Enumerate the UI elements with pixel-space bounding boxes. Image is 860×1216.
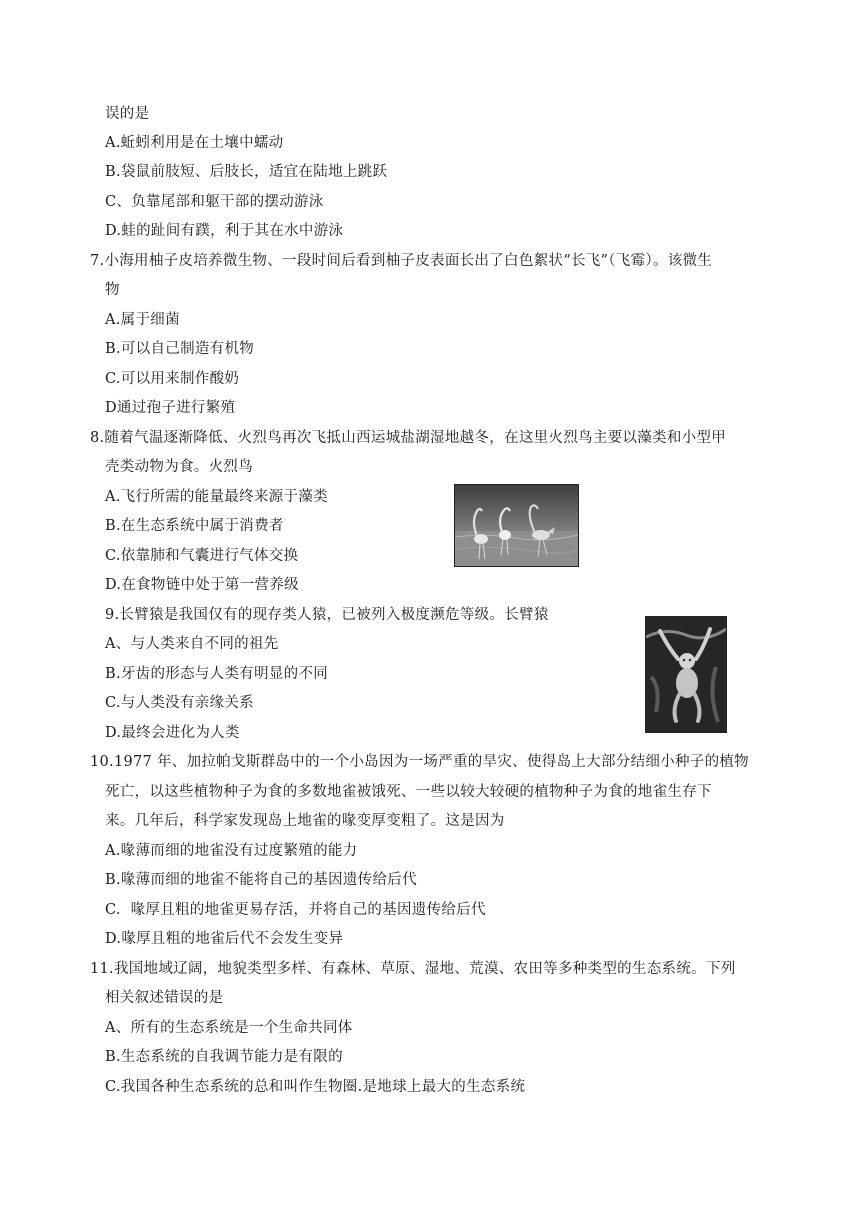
q6-option-a: A.蚯蚓利用是在土壤中蠕动: [105, 135, 284, 151]
q8-stem-line1: 8.随着气温逐渐降低、火烈鸟再次飞抵山西运城盐湖湿地越冬，在这里火烈鸟主要以藻类和小型甲: [90, 430, 727, 446]
q10-option-c: C. 喙厚且粗的地雀更易存活，并将自己的基因遗传给后代: [105, 902, 486, 918]
q9-option-c: C.与人类没有亲缘关系: [105, 695, 254, 711]
q7-stem-line2: 物: [105, 282, 120, 298]
q7-option-b: B.可以自己制造有机物: [105, 341, 255, 357]
gibbon-illustration: [646, 617, 726, 732]
q6-option-c: C、负靠尾部和躯干部的摆动游泳: [105, 194, 324, 210]
q8-option-a: A.飞行所需的能量最终来源于藻类: [105, 489, 328, 505]
q10-stem-line2: 死亡，以这些植物种子为食的多数地雀被饿死、一些以较大较硬的植物种子为食的地雀生存下: [105, 784, 712, 800]
q11-option-b: B.生态系统的自我调节能力是有限的: [105, 1049, 343, 1065]
q7-stem-line1: 7.小海用柚子皮培养微生物、一段时间后看到柚子皮表面长出了白色絮状“长飞”（飞霉）。该微生: [90, 253, 713, 269]
q10-stem-line3: 来。几年后，科学家发现岛上地雀的喙变厚变粗了。这是因为: [105, 813, 505, 829]
flamingo-photo: [454, 484, 579, 567]
q8-stem-line2: 壳类动物为食。火烈鸟: [105, 459, 253, 475]
q9-stem: 9.长臂猿是我国仅有的现存类人猿，已被列入极度濒危等级。长臂猿: [105, 607, 549, 623]
q7-option-a: A.属于细菌: [105, 312, 180, 328]
q9-option-a: A、与人类来自不同的祖先: [105, 636, 279, 652]
q11-stem-line1: 11.我国地域辽阔，地貌类型多样、有森林、草原、湿地、荒漠、农田等多种类型的生态系统。下列: [90, 961, 736, 977]
q9-option-b: B.牙齿的形态与人类有明显的不同: [105, 666, 329, 682]
q9-option-d: D.最终会进化为人类: [105, 725, 240, 741]
flamingo-illustration: [455, 485, 578, 566]
q7-option-d: D通过孢子进行繁殖: [105, 400, 236, 416]
q6-option-b: B.袋鼠前肢短、后肢长，适宜在陆地上跳跃: [105, 164, 388, 180]
q10-option-d: D.喙厚且粗的地雀后代不会发生变异: [105, 931, 344, 947]
q11-option-a: A、所有的生态系统是一个生命共同体: [105, 1020, 353, 1036]
q6-stem-cont: 误的是: [105, 106, 150, 122]
q10-option-a: A.喙薄而细的地雀没有过度繁殖的能力: [105, 843, 358, 859]
gibbon-photo: [645, 616, 727, 733]
q6-option-d: D.蛙的趾间有蹼，利于其在水中游泳: [105, 223, 344, 239]
q8-option-d: D.在食物链中处于第一营养级: [105, 577, 299, 593]
q10-option-b: B.喙薄而细的地雀不能将自己的基因遗传给后代: [105, 872, 417, 888]
q7-option-c: C.可以用来制作酸奶: [105, 371, 240, 387]
q8-option-c: C.依靠肺和气囊进行气体交换: [105, 548, 299, 564]
q11-stem-line2: 相关叙述错误的是: [105, 990, 224, 1006]
q8-option-b: B.在生态系统中属于消费者: [105, 518, 284, 534]
q11-option-c: C.我国各种生态系统的总和叫作生物圈.是地球上最大的生态系统: [105, 1079, 526, 1095]
q10-stem-line1: 10.1977 年、加拉帕戈斯群岛中的一个小岛因为一场严重的旱灾、使得岛上大部分结细小种子的植物: [90, 754, 749, 770]
